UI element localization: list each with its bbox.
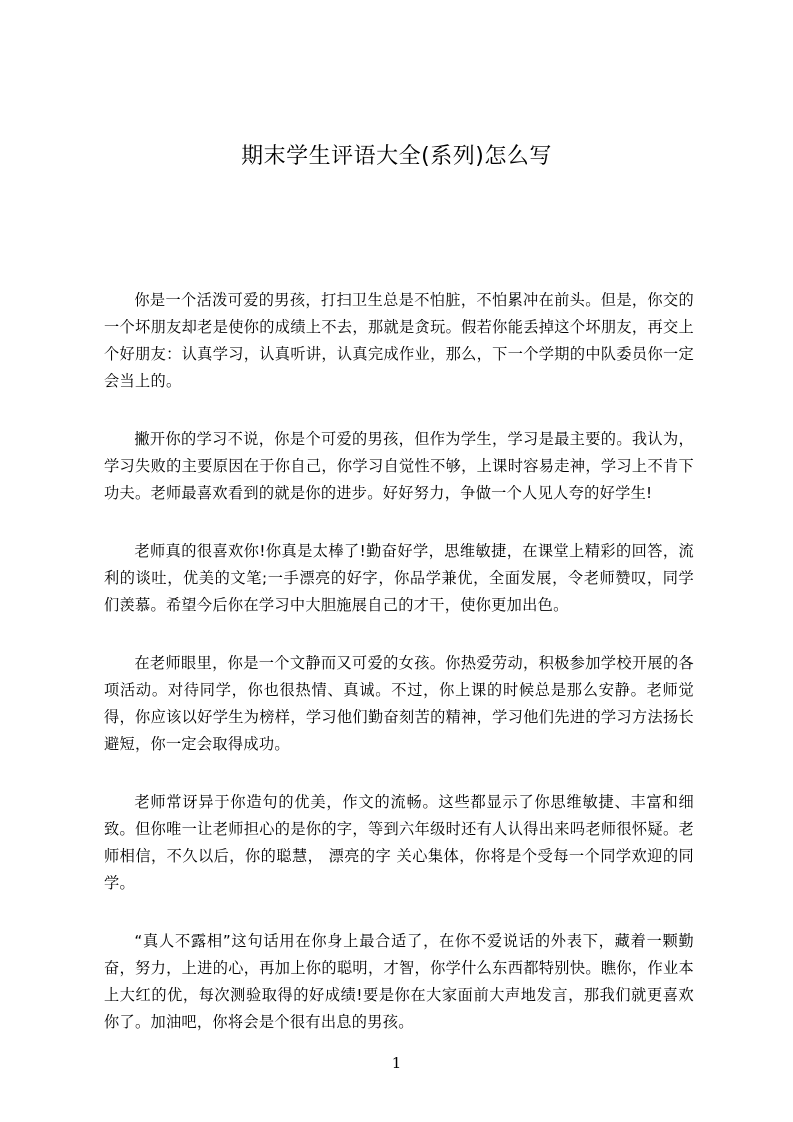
paragraph: 你是一个活泼可爱的男孩，打扫卫生总是不怕脏，不怕累冲在前头。但是，你交的一个坏朋友却老是使你的成绩上不去，那就是贪玩。假若你能丢掉这个坏朋友，再交上个好朋友：认真学习，认真听讲，认真完成作业，那么，下一个学期的中队委员你一定会当上的。 xyxy=(104,291,694,390)
paragraph: 老师真的很喜欢你!你真是太棒了!勤奋好学，思维敏捷，在课堂上精彩的回答，流利的谈吐，优美的文笔;一手漂亮的好字，你品学兼优，全面发展，令老师赞叹，同学们羡慕。希望今后你在学习中大胆施展自己的才干，使你更加出色。 xyxy=(104,542,694,614)
paragraph: 老师常讶异于你造句的优美，作文的流畅。这些都显示了你思维敏捷、丰富和细致。但你唯一让老师担心的是你的字，等到六年级时还有人认得出来吗老师很怀疑。老师相信，不久以后，你的聪慧， 漂亮的字 关心集体，你将是个受每一个同学欢迎的同学。 xyxy=(104,793,694,892)
paragraph: 在老师眼里，你是一个文静而又可爱的女孩。你热爱劳动，积极参加学校开展的各项活动。对待同学，你也很热情、真诚。不过，你上课的时候总是那么安静。老师觉得，你应该以好学生为榜样，学习他们勤奋刻苦的精神，学习他们先进的学习方法扬长避短，你一定会取得成功。 xyxy=(104,654,694,753)
document-title: 期末学生评语大全(系列)怎么写 xyxy=(241,144,552,169)
page-number: 1 xyxy=(391,1054,402,1072)
document-body xyxy=(104,287,694,1036)
paragraph: 撇开你的学习不说，你是个可爱的男孩，但作为学生，学习是最主要的。我认为，学习失败的主要原因在于你自己，你学习自觉性不够，上课时容易走神，学习上不肯下功夫。老师最喜欢看到的就是你的进步。好好努力，争做一个人见人夸的好学生! xyxy=(104,430,694,502)
paragraph: “真人不露相”这句话用在你身上最合适了，在你不爱说话的外表下，藏着一颗勤奋，努力，上进的心，再加上你的聪明，才智，你学什么东西都特别快。瞧你，作业本上大红的优，每次测验取得的好成绩!要是你在大家面前大声地发言，那我们就更喜欢你了。加油吧，你将会是个很有出息的男孩。 xyxy=(104,932,694,1031)
